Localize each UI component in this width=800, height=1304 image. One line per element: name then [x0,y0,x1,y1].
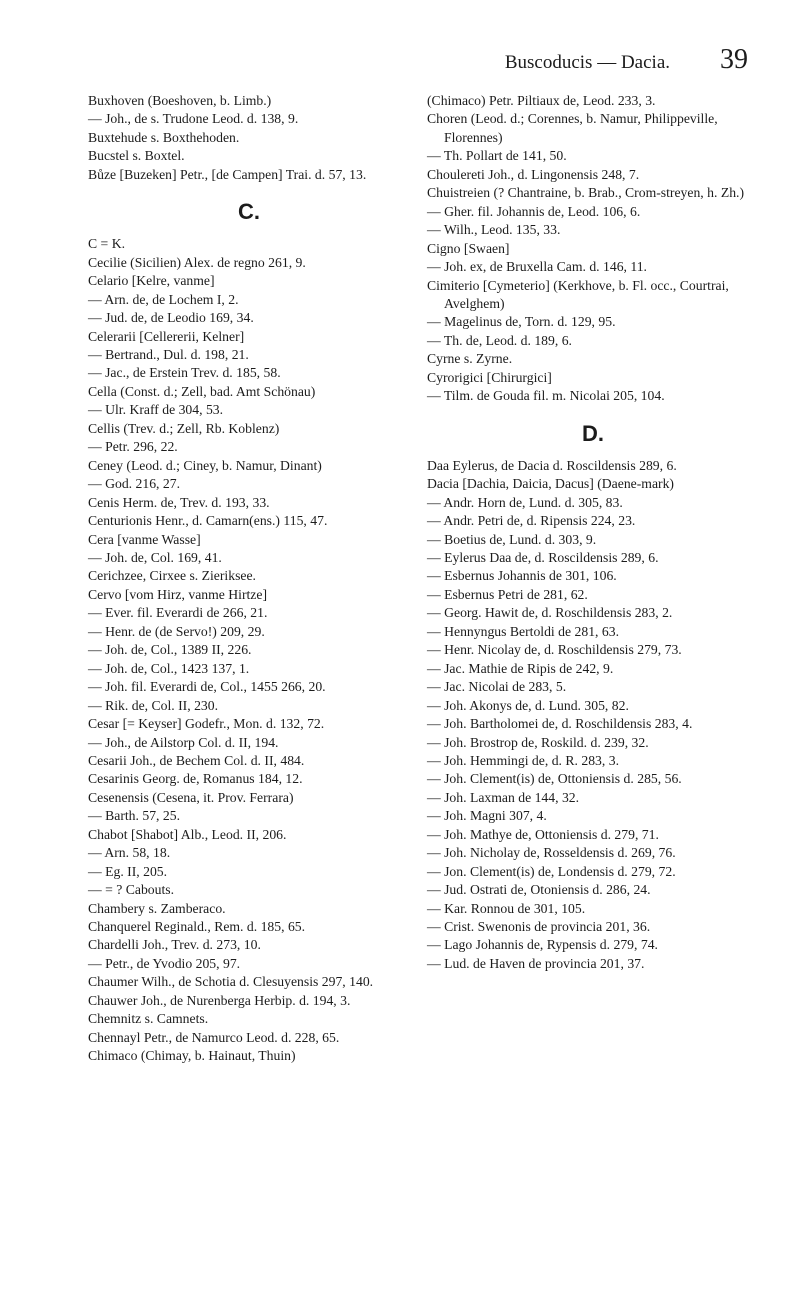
index-entry: — Bertrand., Dul. d. 198, 21. [88,346,249,362]
index-entry: Cesenensis (Cesena, it. Prov. Ferrara) [88,789,294,805]
index-entry: Chaumer Wilh., de Schotia d. Clesuyensis 297, 140. [88,974,374,990]
index-entry: — Jud. de, de Leodio 169, 34. [88,310,254,326]
section-letter-heading: D. [582,420,604,446]
index-entry: Cesarinis Georg. de, Romanus 184, 12. [88,771,303,787]
index-entry: Chemnitz s. Camnets. [88,1011,209,1027]
index-entry: Cerichzee, Cirxee s. Zieriksee. [88,568,256,584]
index-entry: — Tilm. de Gouda fil. m. Nicolai 205, 104. [427,388,665,404]
index-entry: Chardelli Joh., Trev. d. 273, 10. [88,937,261,953]
index-entry: — Joh., de Ailstorp Col. d. II, 194. [88,734,279,750]
index-entry: — Esbernus Johannis de 301, 106. [427,568,617,584]
index-entry: Daa Eylerus, de Dacia d. Roscildensis 289, 6. [427,457,677,473]
index-entry: Cella (Const. d.; Zell, bad. Amt Schönau) [88,383,316,399]
index-entry: — Joh., de s. Trudone Leod. d. 138, 9. [88,111,299,127]
index-entry: — Joh. Nicholay de, Rosseldensis d. 269, 76. [427,845,676,861]
index-entry: Bucstel s. Boxtel. [88,148,185,164]
index-entry: — Andr. Horn de, Lund. d. 305, 83. [427,494,623,510]
index-entry: — Joh. Mathye de, Ottoniensis d. 279, 71. [427,826,659,842]
index-entry: Buxtehude s. Boxthehoden. [88,129,240,145]
index-entry: — Joh. Akonys de, d. Lund. 305, 82. [427,697,629,713]
index-entry: — Joh. de, Col., 1389 II, 226. [88,642,252,658]
index-entry: — Petr. 296, 22. [88,439,178,455]
index-entry: Cigno [Swaen] [427,240,510,256]
index-entry: Chuistreien (? Chantraine, b. Brab., Crom-streyen, h. Zh.) [427,185,745,201]
index-entry: — Petr., de Yvodio 205, 97. [88,955,241,971]
index-entry: Cervo [vom Hirz, vanme Hirtze] [88,586,268,602]
index-entry: Celerarii [Cellererii, Kelner] [88,328,245,344]
index-entry: — Henr. de (de Servo!) 209, 29. [88,623,265,639]
index-entry: — Boetius de, Lund. d. 303, 9. [427,531,597,547]
index-entry: Celario [Kelre, vanme] [88,273,215,289]
index-entry: Cecilie (Sicilien) Alex. de regno 261, 9. [88,254,306,270]
index-entry: Choren (Leod. d.; Corennes, b. Namur, Philippeville, Florennes) [427,111,718,145]
index-entry: — Lud. de Haven de provincia 201, 37. [427,955,645,971]
index-entry: — Joh. de, Col. 169, 41. [88,549,222,565]
index-entry: Dacia [Dachia, Daicia, Dacus] (Daene-mark) [427,476,674,492]
index-entry: — Jac., de Erstein Trev. d. 185, 58. [88,365,281,381]
index-entry: — Wilh., Leod. 135, 33. [427,222,561,238]
index-entry: — Joh. Magni 307, 4. [427,808,547,824]
index-entry: — Henr. Nicolay de, d. Roschildensis 279, 73. [427,642,682,658]
index-entry: — Jon. Clement(is) de, Londensis d. 279, 72. [427,863,676,879]
index-entry: — Kar. Ronnou de 301, 105. [427,900,586,916]
index-entry: — Andr. Petri de, d. Ripensis 224, 23. [427,513,636,529]
index-entry: Ceney (Leod. d.; Ciney, b. Namur, Dinant) [88,457,322,473]
running-head: Buscoducis — Dacia. [504,52,670,73]
index-entry: — Magelinus de, Torn. d. 129, 95. [427,314,616,330]
index-entry: Cellis (Trev. d.; Zell, Rb. Koblenz) [88,420,280,436]
index-entry: — Ulr. Kraff de 304, 53. [88,402,224,418]
index-entry: — Th. Pollart de 141, 50. [427,148,567,164]
index-entry: C = K. [88,236,125,252]
index-entry: Cyrorigici [Chirurgici] [427,369,552,385]
index-entry: (Chimaco) Petr. Piltiaux de, Leod. 233, 3. [427,93,656,108]
index-entry: Cesar [= Keyser] Godefr., Mon. d. 132, 72. [88,716,325,732]
index-entry: — Arn. de, de Lochem I, 2. [88,291,239,307]
page-header [88,44,748,78]
index-entry: Chimaco (Chimay, b. Hainaut, Thuin) [88,1048,296,1064]
index-entry: Chennayl Petr., de Namurco Leod. d. 228, 65. [88,1029,340,1045]
index-entry: — Th. de, Leod. d. 189, 6. [427,332,572,348]
index-entry: Bůze [Buzeken] Petr., [de Campen] Trai. d. 57, 13. [88,166,367,182]
index-entry: Cesarii Joh., de Bechem Col. d. II, 484. [88,752,305,768]
index-entry: — Gher. fil. Johannis de, Leod. 106, 6. [427,203,641,219]
index-entry: — Ever. fil. Everardi de 266, 21. [88,605,268,621]
right-column [427,92,759,973]
index-entry: Cimiterio [Cymeterio] (Kerkhove, b. Fl. occ., Courtrai, Avelghem) [427,277,729,311]
index-entry: — Georg. Hawit de, d. Roschildensis 283, 2. [427,605,673,621]
index-entry: — Barth. 57, 25. [88,808,181,824]
index-entry: — Eg. II, 205. [88,863,168,879]
index-entry: Chabot [Shabot] Alb., Leod. II, 206. [88,826,287,842]
index-entry: Centurionis Henr., d. Camarn(ens.) 115, 47. [88,513,328,529]
index-entry: — Joh. Brostrop de, Roskild. d. 239, 32. [427,734,649,750]
index-entry: Chambery s. Zamberaco. [88,900,226,916]
index-entry: — Crist. Swenonis de provincia 201, 36. [427,919,651,935]
index-entry: — Jac. Mathie de Ripis de 242, 9. [427,660,614,676]
index-entry: — Rik. de, Col. II, 230. [88,697,219,713]
index-entry: — God. 216, 27. [88,476,181,492]
index-entry: — Arn. 58, 18. [88,845,171,861]
index-entry: Cyrne s. Zyrne. [427,351,513,367]
index-entry: — = ? Cabouts. [88,882,175,898]
index-entry: — Joh. Bartholomei de, d. Roschildensis 283, 4. [427,716,693,732]
page-number: 39 [720,44,748,75]
index-entry: Cenis Herm. de, Trev. d. 193, 33. [88,494,270,510]
index-entry: — Joh. Hemmingi de, d. R. 283, 3. [427,752,619,768]
index-entry: Chanquerel Reginald., Rem. d. 185, 65. [88,919,306,935]
index-entry: — Joh. Laxman de 144, 32. [427,789,580,805]
index-entry: — Jud. Ostrati de, Otoniensis d. 286, 24. [427,882,651,898]
index-entry: — Joh. de, Col., 1423 137, 1. [88,660,250,676]
index-entry: — Eylerus Daa de, d. Roscildensis 289, 6. [427,549,659,565]
index-entry: — Joh. fil. Everardi de, Col., 1455 266, 20. [88,679,326,695]
index-entry: — Joh. Clement(is) de, Ottoniensis d. 285, 56. [427,771,682,787]
index-entry: — Hennyngus Bertoldi de 281, 63. [427,623,619,639]
index-entry: Chauwer Joh., de Nurenberga Herbip. d. 194, 3. [88,992,351,1008]
index-entry: — Esbernus Petri de 281, 62. [427,586,588,602]
left-column [88,92,410,1066]
index-entry: — Joh. ex, de Bruxella Cam. d. 146, 11. [427,259,647,275]
index-entry: — Lago Johannis de, Rypensis d. 279, 74. [427,937,658,953]
index-entry: — Jac. Nicolai de 283, 5. [427,679,567,695]
section-letter-heading: C. [238,199,260,225]
index-entry: Choulereti Joh., d. Lingonensis 248, 7. [427,166,640,182]
index-entry: Cera [vanme Wasse] [88,531,201,547]
index-entry: Buxhoven (Boeshoven, b. Limb.) [88,93,272,108]
